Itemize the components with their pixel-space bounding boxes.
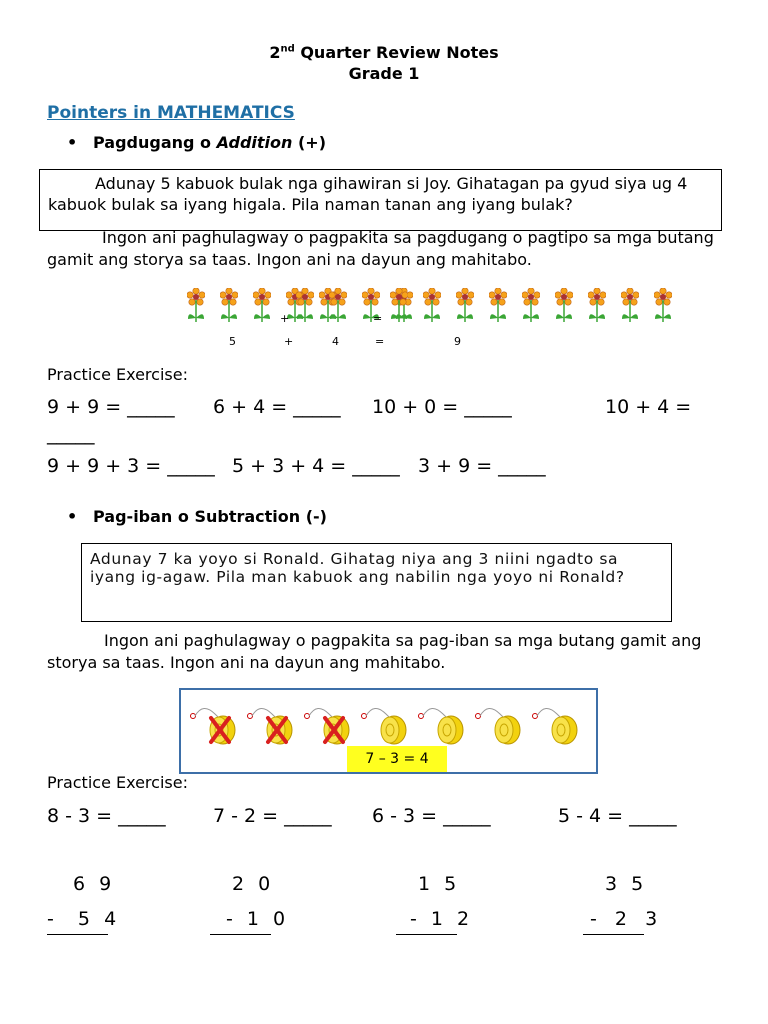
flower-icon xyxy=(296,288,312,314)
subtraction-explanation: Ingon ani paghulagway o pagpakita sa pag-iban sa mga butang gamit ang storya sa taas. Ingon ani na dayun ang mahitabo. xyxy=(47,631,702,672)
practice-label: Practice Exercise: xyxy=(47,773,188,792)
yoyo-icon xyxy=(360,704,410,744)
flower-icon xyxy=(329,288,345,314)
flower-icon xyxy=(654,288,670,314)
bullet-icon: • xyxy=(67,507,78,526)
flower-group-1 xyxy=(187,288,267,328)
addition-story-box: Adunay 5 kabuok bulak nga gihawiran si Joy. Gihatagan pa gyud siya ug 4 kabuok bulak sa iyang higala. Pila naman tanan ang iyang bulak? xyxy=(39,169,722,231)
page-title: 2nd Quarter Review Notes xyxy=(269,43,499,62)
column-rule xyxy=(210,934,271,935)
exercise: 7 - 2 = _____ xyxy=(213,805,332,827)
yoyo-icon xyxy=(417,704,467,744)
section-heading: Pointers in MATHEMATICS xyxy=(47,103,295,123)
yoyo-icon xyxy=(474,704,524,744)
flower-icon xyxy=(187,288,203,314)
illus-plus: + xyxy=(280,312,290,325)
column-rule xyxy=(47,934,108,935)
exercise: 3 + 9 = _____ xyxy=(418,455,546,477)
addition-explanation: Ingon ani paghulagway o pagpakita sa pagdugang o pagtipo sa mga butang gamit ang storya sa taas. Ingon ani na dayun ang mahitabo. xyxy=(47,228,714,269)
column-bottom: - 2 3 xyxy=(590,908,660,930)
column-top: 1 5 xyxy=(418,873,461,895)
exercise: 6 - 3 = _____ xyxy=(372,805,491,827)
yoyo-row xyxy=(181,690,596,750)
flower-icon xyxy=(555,288,571,314)
flower-icon xyxy=(362,288,378,314)
exercise: 5 + 3 + 4 = _____ xyxy=(232,455,400,477)
exercise: 10 + 0 = _____ xyxy=(372,396,512,418)
flower-icon xyxy=(253,288,269,314)
flower-icon xyxy=(588,288,604,314)
column-rule xyxy=(583,934,644,935)
illus-label: + xyxy=(284,335,294,348)
flower-group-result xyxy=(390,288,534,328)
flower-icon xyxy=(390,288,406,314)
flower-icon xyxy=(522,288,538,314)
exercise: 9 + 9 = _____ xyxy=(47,396,175,418)
equation-label: 7 – 3 = 4 xyxy=(347,746,447,772)
flower-icon xyxy=(423,288,439,314)
column-top: 6 9 xyxy=(73,873,116,895)
yoyo-icon xyxy=(531,704,581,744)
flower-icon xyxy=(220,288,236,314)
column-bottom: - 1 2 xyxy=(410,908,474,930)
column-rule xyxy=(396,934,457,935)
addition-bullet: • Pagdugang o Addition (+) xyxy=(67,133,327,152)
exercise: 10 + 4 = xyxy=(605,396,692,418)
column-bottom: - 5 4 xyxy=(47,908,121,930)
illus-label: 4 xyxy=(332,335,339,348)
illus-equals: = xyxy=(373,312,383,325)
exercise-blank: _____ xyxy=(47,423,95,445)
flower-icon xyxy=(621,288,637,314)
subtraction-bullet: • Pag-iban o Subtraction (-) xyxy=(67,507,327,526)
column-bottom: - 1 0 xyxy=(226,908,290,930)
illus-label: = xyxy=(375,335,385,348)
exercise: 9 + 9 + 3 = _____ xyxy=(47,455,215,477)
illus-label: 5 xyxy=(229,335,236,348)
exercise: 5 - 4 = _____ xyxy=(558,805,677,827)
practice-label: Practice Exercise: xyxy=(47,365,188,384)
exercise: 8 - 3 = _____ xyxy=(47,805,166,827)
crossed-yoyo-icon xyxy=(189,704,239,744)
subtraction-illustration xyxy=(179,688,598,774)
page-subtitle: Grade 1 xyxy=(348,64,420,83)
flower-icon xyxy=(489,288,505,314)
crossed-yoyo-icon xyxy=(246,704,296,744)
illus-label: 9 xyxy=(454,335,461,348)
column-top: 3 5 xyxy=(605,873,648,895)
crossed-yoyo-icon xyxy=(303,704,353,744)
flower-icon xyxy=(456,288,472,314)
column-top: 2 0 xyxy=(232,873,275,895)
bullet-icon: • xyxy=(67,133,78,152)
subtraction-story-box: Adunay 7 ka yoyo si Ronald. Gihatag niya ang 3 niini ngadto sa iyang ig-agaw. Pila man kabuok ang nabilin nga yoyo ni Ronald? xyxy=(81,543,672,622)
flower-group-2 xyxy=(296,288,360,328)
exercise: 6 + 4 = _____ xyxy=(213,396,341,418)
